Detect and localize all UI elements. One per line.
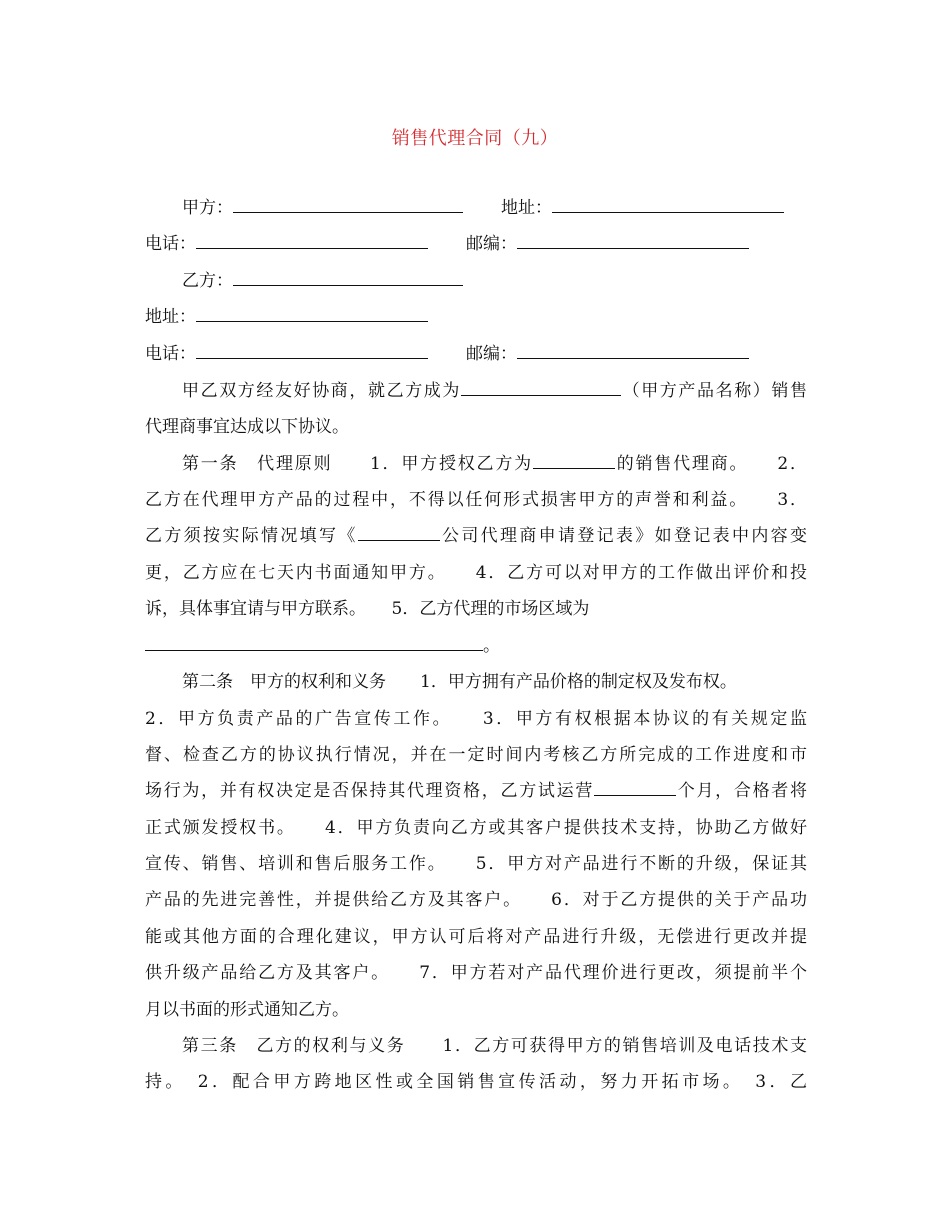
party-a-postcode-blank[interactable] [517,232,749,249]
article-2-line-4-b: 个月，合格者将 [676,781,807,801]
article-2-line-4-a: 场行为，并有权决定是否保持其代理资格，乙方试运营 [145,781,595,801]
article-3-line-2: 持。 2．配合甲方跨地区性或全国销售宣传活动，努力开拓市场。 3．乙 [145,1072,807,1092]
article-2-line-2: 2．甲方负责产品的广告宣传工作。 3．甲方有权根据本协议的有关规定监 [145,709,807,729]
article-2-line-3: 督、检查乙方的协议执行情况，并在一定时间内考核乙方所完成的工作进度和市 [145,745,807,765]
article-1-line-5: 诉，具体事宜请与甲方联系。 5．乙方代理的市场区域为 [145,599,590,619]
intro-text-b: （甲方产品名称）销售 [621,381,807,401]
article-2-line-5: 正式颁发授权书。 4．甲方负责向乙方或其客户提供技术支持，协助乙方做好 [145,818,807,838]
agency-blank[interactable] [533,452,615,469]
article-2-line-7: 产品的先进完善性，并提供给乙方及其客户。 6．对于乙方提供的关于产品功 [145,890,807,910]
product-name-blank[interactable] [461,379,621,396]
party-b-row [182,269,463,293]
party-b-blank[interactable] [233,269,463,286]
party-a-contact-row [145,232,749,256]
party-a-label: 甲方： [182,198,233,218]
party-b-address-row [145,305,428,329]
party-b-label: 乙方： [182,271,233,291]
party-a-row [182,196,784,220]
party-a-phone-blank[interactable] [196,232,428,249]
article-1-text-a: 第一条 代理原则 1．甲方授权乙方为 [182,454,533,474]
intro-line-1 [182,379,807,403]
article-1-text-b: 的销售代理商。 2． [614,454,807,474]
article-2-line-6: 宣传、销售、培训和售后服务工作。 5．甲方对产品进行不断的升级，保证其 [145,854,807,874]
party-a-address-label: 地址： [501,198,552,218]
article-1-line-6-end: 。 [483,636,500,656]
article-1-line-3 [145,524,807,548]
party-a-address-blank[interactable] [552,196,784,213]
party-b-postcode-label: 邮编： [466,344,517,364]
party-b-address-blank[interactable] [196,305,428,322]
party-b-postcode-blank[interactable] [517,342,749,359]
article-1-line-6 [145,634,500,658]
party-a-phone-label: 电话： [145,234,196,254]
intro-line-2: 代理商事宜达成以下协议。 [145,417,349,437]
company-blank[interactable] [358,524,440,541]
article-2-line-10: 月以书面的形式通知乙方。 [145,1000,349,1020]
party-b-address-label: 地址： [145,307,196,327]
article-1-line-2: 乙方在代理甲方产品的过程中，不得以任何形式损害甲方的声誉和利益。 3． [145,490,807,510]
article-2-line-9: 供升级产品给乙方及其客户。 7．甲方若对产品代理价进行更改，须提前半个 [145,963,807,983]
document-title: 销售代理合同（九） [391,128,559,149]
article-1-line-4: 更，乙方应在七天内书面通知甲方。 4．乙方可以对甲方的工作做出评价和投 [145,563,807,583]
article-1-line-3-a: 乙方须按实际情况填写《 [145,526,358,546]
party-a-blank[interactable] [233,196,463,213]
party-b-phone-label: 电话： [145,344,196,364]
article-1-line-1 [182,452,807,476]
intro-text-a: 甲乙双方经友好协商，就乙方成为 [182,381,461,401]
article-1-line-3-b: 公司代理商申请登记表》如登记表中内容变 [439,526,808,546]
article-3-line-1: 第三条 乙方的权利与义务 1．乙方可获得甲方的销售培训及电话技术支 [182,1036,807,1056]
article-2-line-4 [145,779,807,803]
party-b-contact-row [145,342,749,366]
party-a-postcode-label: 邮编： [466,234,517,254]
article-2-line-8: 能或其他方面的合理化建议，甲方认可后将对产品进行升级，无偿进行更改并提 [145,927,807,947]
party-b-phone-blank[interactable] [196,342,428,359]
trial-months-blank[interactable] [594,779,676,796]
market-region-blank[interactable] [145,634,483,651]
article-2-line-1: 第二条 甲方的权利和义务 1．甲方拥有产品价格的制定权及发布权。 [182,672,737,692]
